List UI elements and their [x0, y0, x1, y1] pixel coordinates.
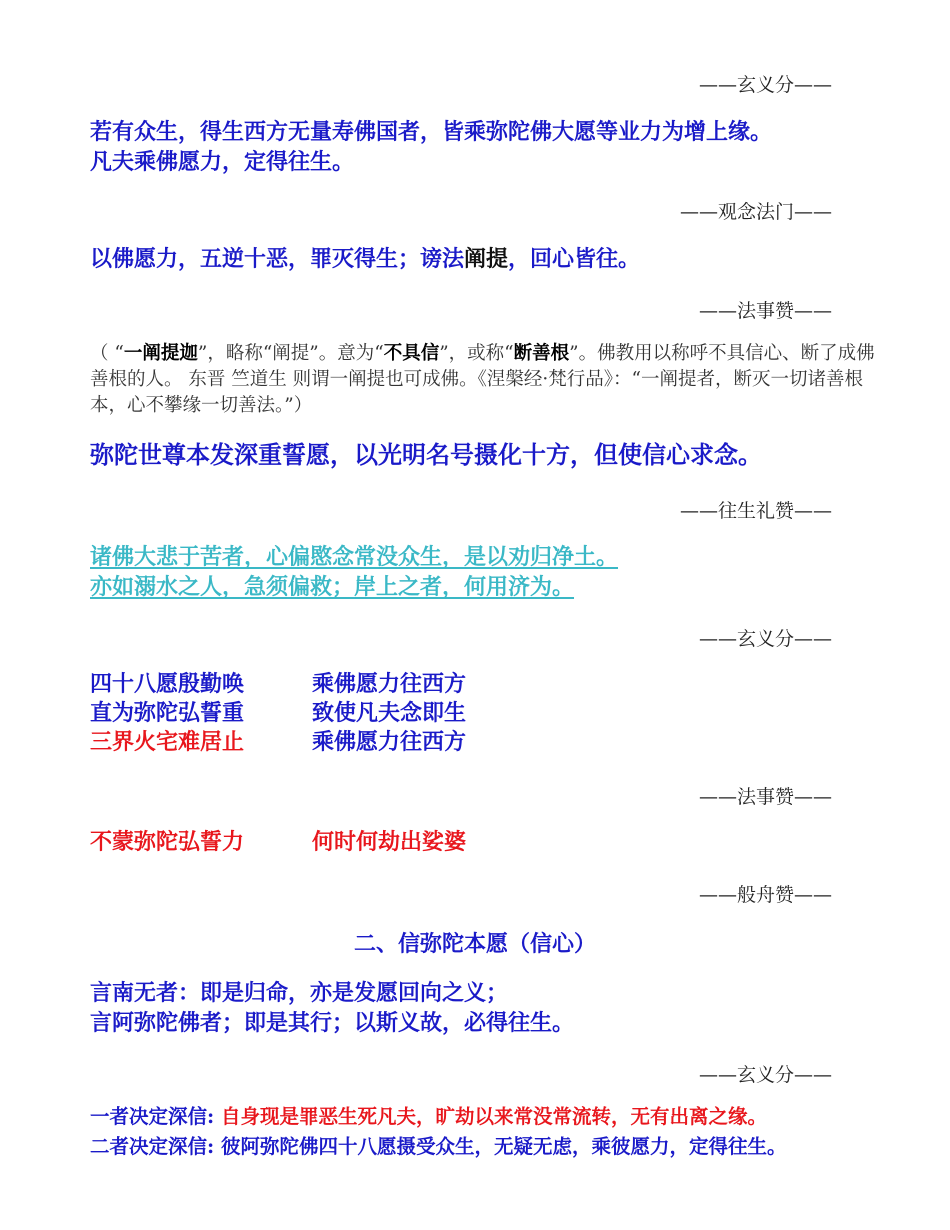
verse-left: 四十八愿殷勤唤 — [90, 671, 245, 697]
quote-block — [90, 440, 762, 470]
source-attribution: ——般舟赞—— — [698, 884, 832, 906]
quote-block — [90, 978, 574, 1038]
faith-label: 一者决定深信: — [90, 1105, 215, 1128]
verse-block — [90, 828, 466, 857]
quote-line: 弥陀世尊本发深重誓愿，以光明名号摄化十方，但使信心求念。 — [90, 440, 762, 469]
verse-right: 乘佛愿力往西方 — [312, 671, 467, 697]
quote-term: 阐提 — [464, 246, 509, 272]
quote-line: 诸佛大悲于苦者，心偏愍念常没众生，是以劝归净土。 — [90, 544, 619, 570]
note-term: 不具信 — [383, 343, 440, 364]
note-text: ”，略称“阐提”。意为“ — [197, 343, 384, 364]
faith-text: 自身现是罪恶生死凡夫，旷劫以来常没常流转，无有出离之缘。 — [221, 1105, 768, 1128]
quote-block — [90, 244, 640, 274]
note-text: ”，或称“ — [439, 343, 514, 364]
verse-left: 不蒙弥陀弘誓力 — [90, 829, 245, 855]
verse-right: 致使凡夫念即生 — [312, 700, 467, 726]
note-term: 断善根 — [513, 343, 570, 364]
verse-row — [90, 828, 466, 857]
source-attribution: ——往生礼赞—— — [679, 500, 832, 522]
quote-line: 若有众生，得生西方无量寿佛国者，皆乘弥陀佛大愿等业力为增上缘。 — [90, 119, 773, 145]
quote-text: ，回心皆往。 — [508, 246, 641, 272]
source-attribution: ——法事赞—— — [698, 786, 832, 808]
quote-block — [90, 117, 772, 177]
verse-left: 三界火宅难居止 — [90, 729, 245, 755]
verse-right: 何时何劫出娑婆 — [312, 829, 467, 855]
faith-row — [90, 1102, 787, 1132]
source-attribution: ——观念法门—— — [679, 201, 832, 223]
note-text: ”。佛教用以称呼不具信心、断了成佛善根的人。 东晋 竺道生 则谓一阐提也可成佛。《涅槃经·梵行品》：“一阐提者，断灭一切诸善根本，心不攀缘一切善法。”） — [90, 343, 875, 416]
source-attribution: ——玄义分—— — [698, 1064, 832, 1086]
faith-block — [90, 1102, 787, 1162]
note-term: 一阐提迦 — [123, 343, 198, 364]
verse-row — [90, 699, 466, 728]
verse-row — [90, 728, 466, 757]
quote-text: 以佛愿力，五逆十恶，罪灭得生；谤法 — [90, 246, 465, 272]
quote-line: 凡夫乘佛愿力，定得往生。 — [90, 149, 355, 175]
quote-block — [90, 542, 618, 602]
explanatory-note — [90, 341, 885, 419]
note-text: （ “ — [90, 343, 124, 364]
verse-right: 乘佛愿力往西方 — [312, 729, 467, 755]
faith-row — [90, 1132, 787, 1162]
faith-label: 二者决定深信: — [90, 1135, 215, 1158]
faith-text: 彼阿弥陀佛四十八愿摄受众生，无疑无虑，乘彼愿力，定得往生。 — [221, 1135, 787, 1158]
quote-line: 言阿弥陀佛者；即是其行；以斯义故，必得往生。 — [90, 1010, 575, 1036]
source-attribution: ——法事赞—— — [698, 300, 832, 322]
quote-line: 言南无者：即是归命，亦是发愿回向之义； — [90, 980, 509, 1006]
quote-line: 亦如溺水之人，急须偏救；岸上之者，何用济为。 — [90, 574, 575, 600]
source-attribution: ——玄义分—— — [698, 74, 832, 96]
source-attribution: ——玄义分—— — [698, 628, 832, 650]
section-heading: 二、信弥陀本愿（信心） — [353, 931, 596, 957]
verse-block — [90, 670, 466, 757]
verse-row — [90, 670, 466, 699]
verse-left: 直为弥陀弘誓重 — [90, 700, 245, 726]
